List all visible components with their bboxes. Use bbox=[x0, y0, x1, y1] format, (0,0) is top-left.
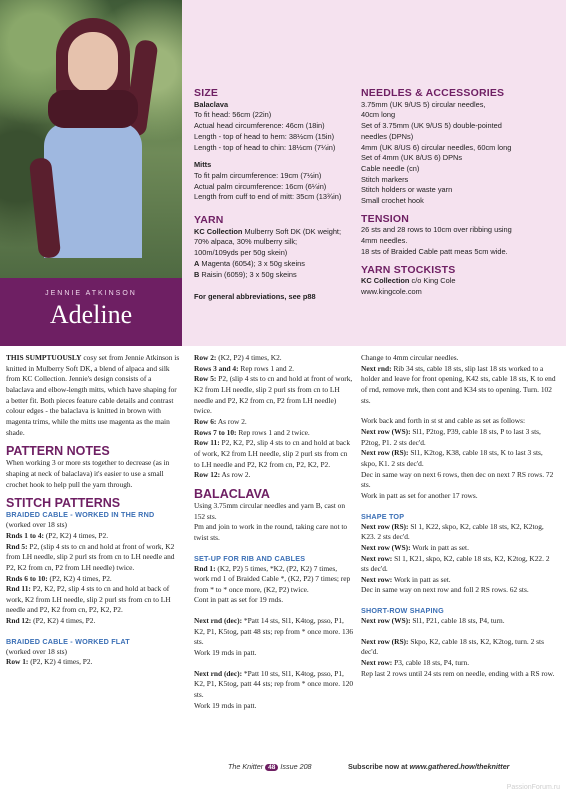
watermark: PassionForum.ru bbox=[506, 784, 560, 791]
instruction: Next row (WS): Work in patt as set. bbox=[361, 542, 469, 552]
footer-subscribe: Subscribe now at www.gathered.how/theknitter bbox=[348, 762, 510, 771]
instruction: Next rnd (dec): *Patt 14 sts, Sl1, K4tog, psso, P1, K2, P1, K5tog, patt 48 sts; rep from * once more. 136 sts. bbox=[194, 616, 354, 647]
instruction: Row 5: P2, (slip 4 sts to cn and hold at front of work, K2 from LH needle, slip 2 purl sts from cn to LH needle and P2, K2 from cn, P2 from LH needle) twice. bbox=[194, 374, 353, 416]
yarn-desc: Mulberry Soft DK (DK weight; bbox=[244, 226, 342, 236]
yarn-shade: B Raisin (6059); 3 x 50g skeins bbox=[194, 269, 297, 279]
needles-heading: NEEDLES & ACCESSORIES bbox=[361, 87, 505, 99]
yarn-brand: KC Collection bbox=[194, 226, 243, 236]
body-column-2 bbox=[194, 353, 354, 711]
needle-line: Set of 4mm (UK 8/US 6) DPNs bbox=[361, 153, 463, 163]
instruction: Pm and join to work in the round, taking care not to twist sts. bbox=[194, 522, 348, 542]
mitts-size-heading: Mitts bbox=[194, 160, 212, 170]
size-line: Length - top of head to hem: 38½cm (15in) bbox=[194, 131, 335, 141]
instruction: Rnd 12: (P2, K2) 4 times, P2. bbox=[6, 616, 96, 626]
needle-line: 3.75mm (UK 9/US 5) circular needles, bbox=[361, 99, 486, 109]
setup-heading: SET-UP FOR RIB AND CABLES bbox=[194, 553, 306, 563]
braided-cable-flat-heading: BRAIDED CABLE - WORKED FLAT bbox=[6, 636, 130, 646]
instruction: Next row (RS): Sl1, K2tog, K38, cable 18 sts, K to last 3 sts, skpo, K1. 2 sts dec'd. bbox=[361, 448, 543, 468]
tension-line: 26 sts and 28 rows to 10cm over ribbing using bbox=[361, 225, 512, 235]
hero-photo bbox=[0, 0, 182, 278]
short-row-heading: SHORT-ROW SHAPING bbox=[361, 606, 444, 616]
page-number: 48 bbox=[265, 764, 278, 771]
size-line: Length - top of head to chin: 18½cm (7¼in) bbox=[194, 142, 336, 152]
size-line: To fit palm circumference: 19cm (7½in) bbox=[194, 170, 322, 180]
instruction: Next row: Sl 1, K21, skpo, K2, cable 18 sts, K2, K2tog, K22. 2 sts dec'd. bbox=[361, 553, 550, 574]
instruction: Row 11: P2, K2, P2, slip 4 sts to cn and hold at back of work, K2 from LH needle, slip 2 purl sts from cn to LH needle and P2, K2 from cn, P2, K2, P2. bbox=[194, 438, 351, 469]
stockist-url[interactable]: www.kingcole.com bbox=[361, 286, 422, 296]
yarn-heading: YARN bbox=[194, 214, 224, 227]
instruction: Rnds 1 to 4: (P2, K2) 4 times, P2. bbox=[6, 530, 109, 540]
size-line: Actual head circumference: 46cm (18in) bbox=[194, 121, 325, 131]
info-column-right bbox=[361, 88, 559, 298]
instruction: Rows 3 and 4: Rep rows 1 and 2. bbox=[194, 363, 294, 373]
name-band bbox=[0, 278, 182, 346]
pattern-notes-heading: PATTERN NOTES bbox=[6, 444, 110, 459]
intro-paragraph: THIS SUMPTUOUSLY cosy set from Jennie Atkinson is knitted in Mulberry Soft DK, a blend of alpaca and silk from KC Collection. Jennie's design consists of a balaclava and elbow-length mitts, which have shaping for a better fit. Both pieces feature cable details and contrast colour edges - the balaclava is knitted in brown with magenta trims, while the mitts use magenta as the main shade. bbox=[6, 353, 180, 437]
body-column-1 bbox=[6, 353, 180, 668]
shape-top-heading: SHAPE TOP bbox=[361, 511, 405, 521]
braided-cable-rnd-heading: BRAIDED CABLE - WORKED IN THE RND bbox=[6, 510, 155, 520]
instruction: Work 19 rnds in patt. bbox=[194, 700, 257, 710]
needle-line: needles (DPNs) bbox=[361, 131, 414, 141]
instruction: Dec in same way on next 6 rows, then dec on next 7 RS rows. 72 sts. bbox=[361, 469, 554, 490]
tension-heading: TENSION bbox=[361, 212, 410, 225]
needle-line: Small crochet hook bbox=[361, 196, 424, 206]
stockists-heading: YARN STOCKISTS bbox=[361, 263, 456, 276]
size-heading: SIZE bbox=[194, 87, 219, 99]
instruction: Rnd 1: (K2, P2) 5 times, *K2, (P2, K2) 7 times, work rnd 1 of Braided Cable *, (K2, P2) 7 times; rep from * to * once more, (K2, P2) twice. bbox=[194, 563, 351, 594]
yarn-line: 70% alpaca, 30% mulberry silk; bbox=[194, 237, 298, 247]
instruction: Next rnd: Rib 34 sts, cable 18 sts, slip last 18 sts worked to a holder and leave for front opening, K42 sts, cable 18 sts, K to end of rnd, remove mrk, then cont and K34 sts to opening. Turn. 102 sts. bbox=[361, 363, 556, 405]
instruction: (worked over 18 sts) bbox=[6, 520, 67, 530]
pattern-notes-text: When working 3 or more sts together to decrease (as in shaping at neck of balaclava) it's easier to use a small crochet hook to help pull the yarn through. bbox=[6, 458, 170, 489]
yarn-line: 100m/109yds per 50g skein) bbox=[194, 248, 288, 258]
balaclava-cowl bbox=[48, 90, 138, 128]
needle-line: Cable needle (cn) bbox=[361, 163, 420, 173]
instruction: (worked over 18 sts) bbox=[6, 646, 67, 656]
instruction: Dec in same way on next row and foll 2 RS rows. 62 sts. bbox=[361, 585, 529, 595]
instruction: Work in patt as set for another 17 rows. bbox=[361, 490, 478, 500]
needle-line: 4mm (UK 8/US 6) circular needles, 60cm long bbox=[361, 142, 512, 152]
model-figure bbox=[38, 18, 148, 258]
body-column-3 bbox=[361, 353, 559, 679]
tension-line: 4mm needles. bbox=[361, 236, 408, 246]
instruction: Rnd 11: P2, K2, P2, slip 4 sts to cn and hold at back of work, K2 from LH needle, slip 2 purl sts from cn to LH needle and P2, K2 from cn, P2, K2, P2. bbox=[6, 584, 171, 615]
instruction: Next row (WS): Sl1, P21, cable 18 sts, P4, turn. bbox=[361, 616, 505, 626]
yarn-line bbox=[194, 227, 354, 238]
info-column-left bbox=[194, 88, 354, 303]
needle-line: Stitch holders or waste yarn bbox=[361, 185, 453, 195]
instruction: Cont in patt as set for 19 rnds. bbox=[194, 595, 284, 605]
stitch-patterns-heading: STITCH PATTERNS bbox=[6, 496, 121, 511]
tension-line: 18 sts of Braided Cable patt meas 5cm wide. bbox=[361, 246, 508, 256]
instruction: Work back and forth in st st and cable as set as follows: bbox=[361, 416, 526, 426]
subscribe-link[interactable]: www.gathered.how/theknitter bbox=[409, 762, 510, 771]
yarn-shade: A Magenta (6054); 3 x 50g skeins bbox=[194, 258, 305, 268]
instruction: Rows 7 to 10: Rep rows 1 and 2 twice. bbox=[194, 427, 310, 437]
footer-issue: The Knitter 48 Issue 208 bbox=[228, 762, 312, 771]
model-face bbox=[68, 32, 118, 94]
size-line: Length from cuff to end of mitt: 35cm (13¾in) bbox=[194, 192, 342, 202]
instruction: Next rnd (dec): *Patt 10 sts, Sl1, K4tog, psso, P1, K2, P1, K5tog, patt 44 sts; rep from * once more. 120 sts. bbox=[194, 668, 354, 700]
instruction: Rnds 6 to 10: (P2, K2) 4 times, P2. bbox=[6, 573, 112, 583]
instruction: Next row: Work in patt as set. bbox=[361, 574, 451, 584]
balaclava-heading: BALACLAVA bbox=[194, 486, 270, 501]
instruction: Row 6: As row 2. bbox=[194, 416, 247, 426]
instruction: Row 2: (K2, P2) 4 times, K2. bbox=[194, 353, 282, 362]
size-line: Actual palm circumference: 16cm (6¼in) bbox=[194, 181, 327, 191]
instruction: Next row (RS): Skpo, K2, cable 18 sts, K2, K2tog, turn. 2 sts dec'd. bbox=[361, 636, 544, 657]
abbreviations-note: For general abbreviations, see p88 bbox=[194, 292, 316, 302]
instruction: Work 19 rnds in patt. bbox=[194, 648, 257, 658]
instruction: Using 3.75mm circular needles and yarn B, cast on 152 sts. bbox=[194, 500, 346, 521]
instruction: Change to 4mm circular needles. bbox=[361, 353, 459, 362]
size-line: To fit head: 56cm (22in) bbox=[194, 110, 272, 120]
instruction: Next row (RS): Sl 1, K22, skpo, K2, cable 18 sts, K2, K2tog, K23. 2 sts dec'd. bbox=[361, 521, 544, 542]
needle-line: Stitch markers bbox=[361, 174, 409, 184]
needle-line: Set of 3.75mm (UK 9/US 5) double-pointed bbox=[361, 121, 502, 131]
needle-line: 40cm long bbox=[361, 110, 396, 120]
instruction: Row 12: As row 2. bbox=[194, 470, 251, 480]
instruction: Rep last 2 rows until 24 sts rem on needle, ending with a RS row. bbox=[361, 668, 555, 678]
instruction: Rnd 5: P2, (slip 4 sts to cn and hold at front of work, K2 from LH needle, slip 2 purl sts from cn to LH needle and P2, K2 from cn, P2 from LH needle) twice. bbox=[6, 541, 175, 572]
stockist-line: KC Collection c/o King Cole bbox=[361, 276, 456, 286]
instruction: Next row: P3, cable 18 sts, P4, turn. bbox=[361, 658, 470, 668]
instruction: Row 1: (P2, K2) 4 times, P2. bbox=[6, 657, 93, 667]
instruction: Next row (WS): Sl1, P2tog, P39, cable 18 sts, P to last 3 sts, P2tog, P1. 2 sts dec'd. bbox=[361, 426, 541, 447]
pattern-title: Adeline bbox=[49, 300, 133, 329]
balaclava-size-heading: Balaclava bbox=[194, 99, 229, 109]
designer-name: JENNIE ATKINSON bbox=[45, 290, 137, 297]
